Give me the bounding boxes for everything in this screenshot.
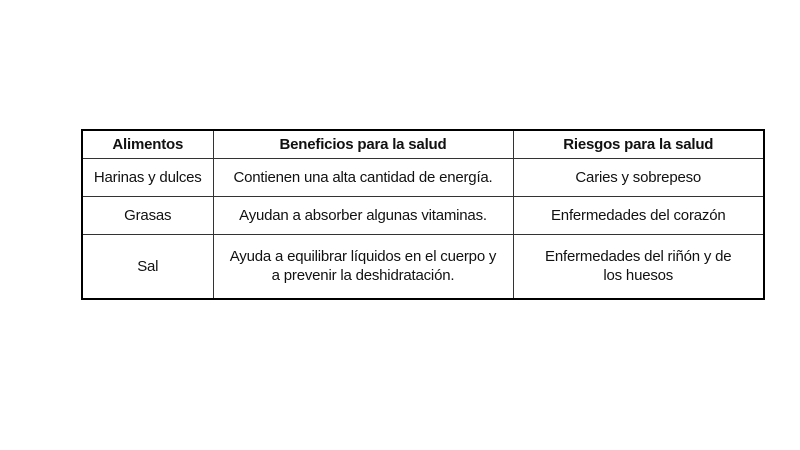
- table-row: [83, 158, 763, 196]
- cell-benefit-text: Ayuda a equilibrar líquidos en el cuerpo y a prevenir la deshidratación.: [229, 248, 497, 285]
- cell-benefit: [213, 234, 513, 298]
- cell-risk: Enfermedades del corazón: [513, 196, 763, 234]
- header-alimentos: Alimentos: [83, 131, 213, 158]
- health-table: [83, 131, 763, 298]
- cell-benefit: Ayudan a absorber algunas vitaminas.: [213, 196, 513, 234]
- table-header-row: [83, 131, 763, 158]
- cell-risk: [513, 234, 763, 298]
- cell-risk: Caries y sobrepeso: [513, 158, 763, 196]
- cell-risk-text: Enfermedades del riñón y de los huesos: [545, 248, 732, 285]
- cell-food: Sal: [83, 234, 213, 298]
- cell-food: Grasas: [83, 196, 213, 234]
- cell-benefit: Contienen una alta cantidad de energía.: [213, 158, 513, 196]
- header-beneficios: Beneficios para la salud: [213, 131, 513, 158]
- table-row: [83, 196, 763, 234]
- table-row: [83, 234, 763, 298]
- health-table-container: [81, 129, 765, 300]
- header-riesgos: Riesgos para la salud: [513, 131, 763, 158]
- cell-food: Harinas y dulces: [83, 158, 213, 196]
